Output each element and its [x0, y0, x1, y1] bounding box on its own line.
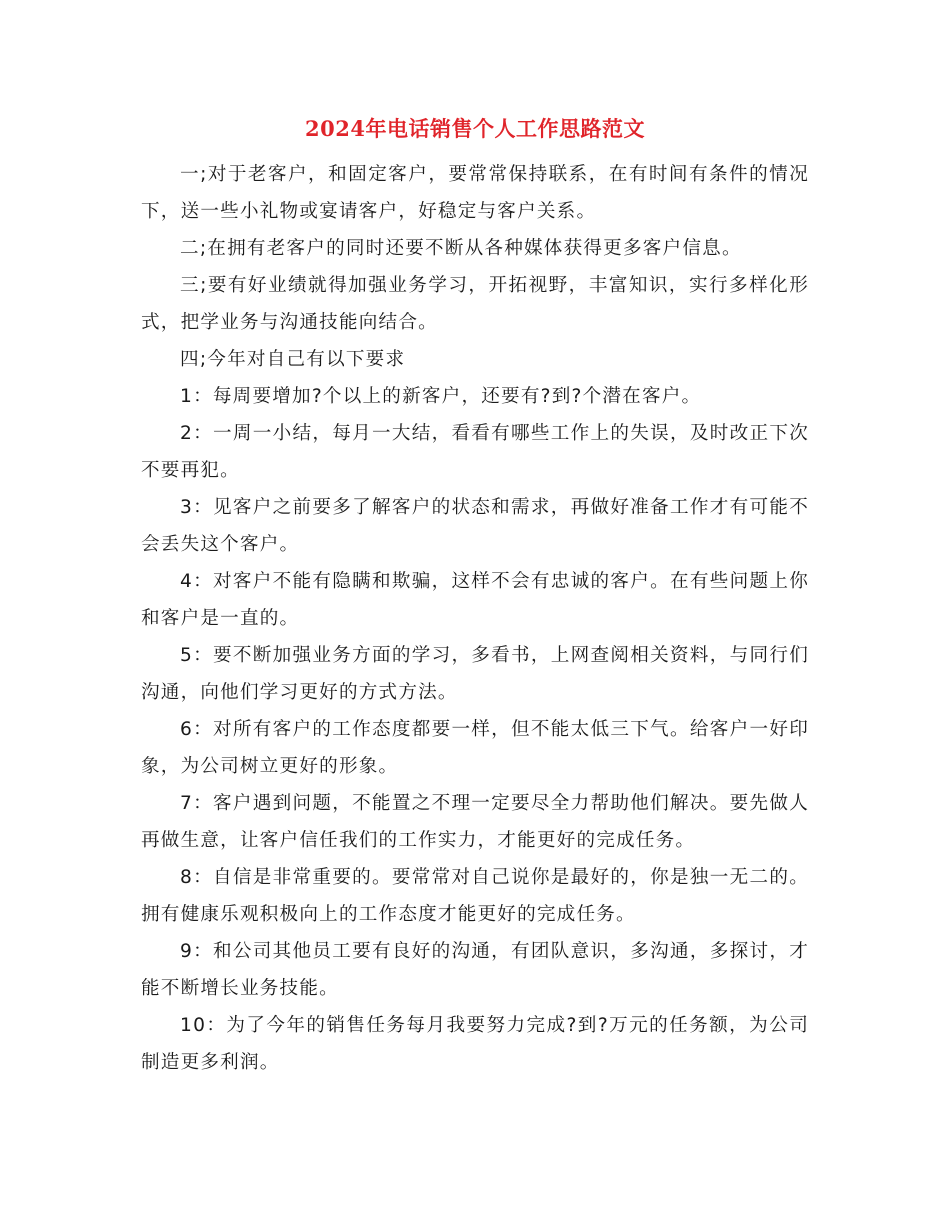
requirement-4: 4：对客户不能有隐瞒和欺骗，这样不会有忠诚的客户。在有些问题上你和客户是一直的。 — [141, 571, 809, 629]
requirement-3: 3：见客户之前要多了解客户的状态和需求，再做好准备工作才有可能不会丢失这个客户。 — [141, 497, 809, 555]
paragraph-1: 一;对于老客户，和固定客户，要常常保持联系，在有时间有条件的情况下，送一些小礼物或宴请客户，好稳定与客户关系。 — [141, 164, 809, 222]
requirement-8: 8：自信是非常重要的。要常常对自己说你是最好的，你是独一无二的。拥有健康乐观积极向上的工作态度才能更好的完成任务。 — [141, 867, 809, 925]
document-body — [141, 156, 809, 1081]
document-title: 2024年电话销售个人工作思路范文 — [305, 116, 645, 141]
requirement-6: 6：对所有客户的工作态度都要一样，但不能太低三下气。给客户一好印象，为公司树立更好的形象。 — [141, 719, 809, 777]
paragraph-3: 三;要有好业绩就得加强业务学习，开拓视野，丰富知识，实行多样化形式，把学业务与沟通技能向结合。 — [141, 275, 809, 333]
requirement-5: 5：要不断加强业务方面的学习，多看书，上网查阅相关资料，与同行们沟通，向他们学习更好的方式方法。 — [141, 645, 809, 703]
paragraph-2: 二;在拥有老客户的同时还要不断从各种媒体获得更多客户信息。 — [180, 238, 742, 259]
requirement-1: 1：每周要增加?个以上的新客户，还要有?到?个潜在客户。 — [180, 386, 702, 407]
paragraph-4: 四;今年对自己有以下要求 — [180, 349, 406, 370]
requirement-7: 7：客户遇到问题，不能置之不理一定要尽全力帮助他们解决。要先做人再做生意，让客户信任我们的工作实力，才能更好的完成任务。 — [141, 793, 809, 851]
requirement-2: 2：一周一小结，每月一大结，看看有哪些工作上的失误，及时改正下次不要再犯。 — [141, 423, 809, 481]
requirement-10: 10：为了今年的销售任务每月我要努力完成?到?万元的任务额，为公司制造更多利润。 — [141, 1015, 809, 1073]
requirement-9: 9：和公司其他员工要有良好的沟通，有团队意识，多沟通，多探讨，才能不断增长业务技能。 — [141, 941, 809, 999]
